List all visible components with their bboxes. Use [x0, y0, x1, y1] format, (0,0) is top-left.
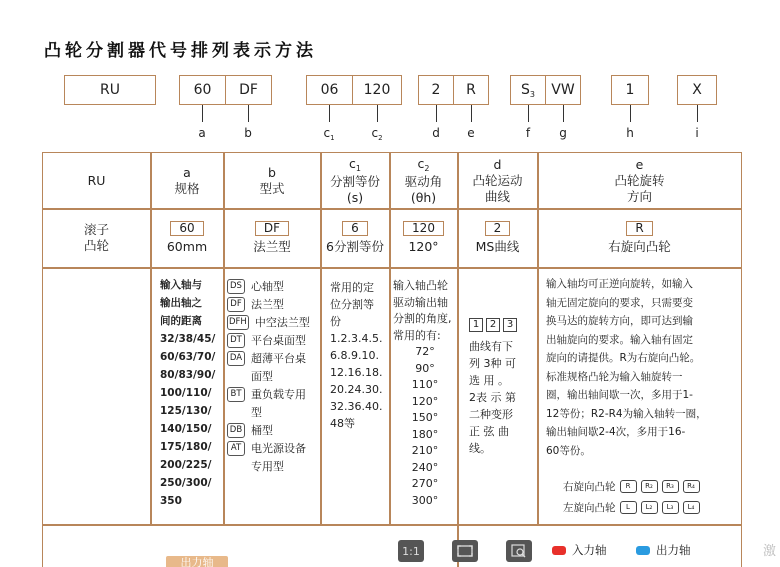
fit-screen-icon [457, 545, 473, 557]
division-line: 位分割等 [330, 298, 374, 311]
type-code-badge: DA [227, 351, 245, 366]
size-line: 140/150/ [160, 423, 212, 435]
type-item [227, 404, 319, 421]
rotation-line: 换马达的旋转方向，即可达到输 [546, 315, 693, 327]
tick-line [248, 105, 249, 122]
code-letter-a: a [198, 126, 206, 140]
type-item [227, 440, 319, 457]
tick-line [329, 105, 330, 122]
tick-line [697, 105, 698, 122]
example-cell-a [151, 209, 223, 267]
header-label: 凸轮旋转 [614, 172, 665, 188]
angle-value: 210° [411, 444, 439, 457]
output-shaft-tag: 出力轴 [166, 556, 228, 567]
letter-sub: 1 [355, 163, 361, 173]
letter-text: c [371, 126, 379, 140]
header-letter: b [268, 164, 276, 180]
legend-label: 出力轴 [656, 543, 691, 557]
type-code-badge: DB [227, 423, 245, 438]
header-cell-d [458, 153, 537, 208]
header-cell-ru [43, 153, 150, 208]
angle-intro-line: 驱动输出轴 [393, 295, 448, 309]
code-box-sub: 3 [529, 89, 535, 99]
rotation-line: 输出轴间歇2-4次，多用于16- [546, 426, 686, 438]
angle-value: 110° [411, 378, 439, 391]
size-line: 80/83/90/ [160, 369, 216, 381]
divisions-column [330, 279, 390, 432]
curves-column [469, 315, 535, 457]
tick-line [202, 105, 203, 122]
example-value-box: R [626, 221, 652, 236]
letter-sub: 2 [378, 134, 383, 142]
tick-line [471, 105, 472, 122]
size-line: 输入轴与 [160, 279, 202, 291]
rotation-column [546, 275, 741, 460]
type-name: 中空法兰型 [254, 316, 310, 329]
type-code-badge: DS [227, 279, 245, 294]
type-name: 桶型 [251, 424, 273, 437]
division-line: 常用的定 [330, 281, 374, 294]
division-line: 20.24.30. [330, 383, 383, 396]
type-name: 超薄平台桌 [251, 352, 306, 365]
division-line: 6.8.9.10. [330, 349, 379, 362]
table-divider [43, 267, 741, 269]
code-box-label: 120 [363, 82, 391, 98]
letter-sub: 2 [424, 163, 430, 173]
type-name: 心轴型 [251, 280, 284, 293]
header-cell-c2 [390, 153, 457, 208]
code-box-f [510, 75, 546, 105]
cam-code-badge: L₃ [662, 501, 679, 514]
example-value-text: 6分割等份 [326, 239, 384, 254]
rotation-line: 出轴旋向的要求。输入轴有固定 [546, 333, 693, 346]
header-label: 方向 [626, 188, 652, 204]
rotation-line: 60等份。 [546, 444, 591, 457]
header-label: 曲线 [484, 188, 510, 204]
header-label: 凸轮运动 [472, 172, 523, 188]
type-name: 重负载专用 [251, 388, 306, 401]
watermark: 激 [763, 544, 777, 559]
code-box-label: 60 [193, 82, 212, 98]
curve-line: 线。 [469, 442, 491, 455]
left-cam-label: 左旋向凸轮 [563, 502, 616, 514]
code-letter-f: f [525, 126, 531, 140]
example-value-text: 60mm [166, 239, 208, 254]
legend-input-shaft [552, 542, 607, 558]
header-cell-c1 [321, 153, 389, 208]
example-value-text: 120° [408, 239, 439, 254]
size-line: 100/110/ [160, 387, 212, 399]
rotation-line: 轴无固定旋向的要求，只需要变 [546, 296, 693, 309]
division-line: 12.16.18. [330, 366, 383, 379]
header-label: (s) [346, 189, 364, 205]
rotation-line: 12等份；R2-R4为输入轴转一圈， [546, 407, 707, 420]
code-box-label: R [466, 82, 476, 98]
search-image-button[interactable] [506, 540, 532, 562]
right-cam-label: 右旋向凸轮 [563, 481, 616, 493]
actual-size-button[interactable]: 1:1 [398, 540, 424, 562]
example-value-box: 6 [342, 221, 368, 236]
angle-value: 150° [411, 411, 439, 424]
size-line: 250/300/ [160, 477, 212, 489]
header-label: 驱动角 [404, 173, 443, 189]
angle-value: 300° [411, 493, 439, 507]
code-box-ru [64, 75, 156, 105]
division-line: 1.2.3.4.5. [330, 332, 383, 345]
header-label: 分割等份 [329, 173, 380, 189]
angle-value: 120° [411, 394, 439, 408]
example-cell-c2 [390, 209, 457, 267]
rotation-line: 输入轴均可正逆向旋转，如输入 [546, 278, 693, 290]
legend-label: 入力轴 [572, 543, 607, 557]
row-label-line: 凸轮 [83, 238, 109, 253]
division-line: 48等 [330, 417, 355, 430]
code-table [42, 152, 742, 567]
example-value-box: 120 [403, 221, 444, 236]
type-name: 型 [251, 406, 262, 419]
type-code-badge: DT [227, 333, 245, 348]
example-value-box: DF [255, 221, 289, 236]
table-divider [43, 524, 741, 526]
angle-value: 72° [415, 345, 435, 358]
example-cell-d [458, 209, 537, 267]
type-item [227, 296, 319, 313]
cam-code-badge: R₄ [683, 480, 700, 493]
code-box-label: VW [551, 82, 575, 98]
type-item [227, 278, 319, 295]
left-cam-row [563, 500, 700, 515]
letter-text: c [349, 155, 356, 171]
tick-line [377, 105, 378, 122]
example-row-label [43, 209, 150, 267]
angle-value: 270° [411, 477, 439, 490]
code-box-label: 2 [431, 82, 441, 98]
code-box-i [677, 75, 717, 105]
type-name: 平台桌面型 [251, 334, 306, 347]
type-name: 专用型 [251, 460, 284, 473]
angle-value: 240° [411, 460, 439, 474]
tick-line [436, 105, 437, 122]
code-box-label: DF [239, 82, 258, 98]
code-letter-b: b [244, 126, 252, 140]
type-item [227, 368, 319, 385]
curve-line: 二种变形 [469, 408, 513, 421]
header-label: 规格 [174, 180, 200, 196]
code-box-curve [418, 75, 454, 105]
size-line: 350 [160, 495, 182, 507]
curve-line: 曲线有下 [469, 340, 513, 353]
code-letter-i: i [695, 126, 699, 140]
input-shaft-swatch [552, 546, 566, 555]
code-letter-c1 [319, 126, 339, 140]
code-letter-e: e [467, 126, 475, 140]
type-item [227, 422, 319, 439]
code-letter-h: h [626, 126, 634, 140]
type-item [227, 458, 319, 475]
cam-code-badge: L₂ [641, 501, 658, 514]
code-box-label: X [692, 82, 702, 98]
cam-code-badge: L [620, 501, 637, 514]
curve-line: 列 3种 可 [469, 357, 516, 370]
curve-option-box: 3 [503, 318, 517, 332]
size-line: 32/38/45/ [160, 333, 216, 345]
letter-sub: 1 [330, 134, 335, 142]
angle-value: 180° [411, 427, 439, 441]
type-name: 电光源设备 [251, 442, 306, 455]
angle-intro-line: 分割的角度, [393, 312, 452, 325]
letter-text: c [417, 155, 425, 171]
cam-code-badge: R [620, 480, 637, 493]
code-letter-g: g [559, 126, 567, 140]
example-cell-b [224, 209, 320, 267]
header-cell-a [151, 153, 223, 208]
angle-value: 90° [415, 361, 435, 375]
sizes-column [160, 276, 222, 510]
header-text: RU [87, 172, 106, 188]
curve-line: 选 用 。 [469, 374, 509, 387]
header-letter: d [493, 156, 502, 172]
curve-option-box: 2 [486, 318, 500, 332]
right-cam-row [563, 479, 700, 494]
rotation-line: 圈，输出轴间歇一次，多用于1- [546, 389, 693, 401]
rotation-line: 标准规格凸轮为输入轴旋转一 [546, 370, 683, 383]
type-name: 面型 [251, 370, 273, 383]
division-line: 32.36.40. [330, 400, 383, 413]
tick-line [630, 105, 631, 122]
type-code-badge: BT [227, 387, 245, 402]
letter-text: c [323, 126, 331, 140]
code-box-label: 1 [625, 82, 635, 98]
example-cell-e [538, 209, 741, 267]
code-box-division [306, 75, 353, 105]
code-box-size [179, 75, 226, 105]
code-box-g [545, 75, 581, 105]
angle-intro-line: 输入轴凸轮 [393, 279, 448, 292]
code-box-rotation [453, 75, 489, 105]
example-value-text: 右旋向凸轮 [608, 239, 671, 254]
legend-output-shaft [636, 542, 691, 558]
size-line: 175/180/ [160, 441, 212, 453]
example-value-text: MS曲线 [475, 239, 520, 254]
angle-intro-line: 常用的有: [393, 328, 441, 342]
cam-code-badge: L₄ [683, 501, 700, 514]
type-code-badge: DF [227, 297, 245, 312]
cam-code-badge: R₃ [662, 480, 679, 493]
size-line: 125/130/ [160, 405, 212, 417]
curve-line: 正 弦 曲 [469, 425, 509, 438]
header-cell-e [538, 153, 741, 208]
code-box-label: RU [100, 82, 120, 98]
header-label: 型式 [259, 180, 285, 196]
angles-column [393, 278, 457, 509]
type-code-badge: DFH [227, 315, 249, 330]
size-line: 200/225/ [160, 459, 212, 471]
curve-options [469, 315, 535, 332]
size-line: 60/63/70/ [160, 351, 216, 363]
search-image-icon [511, 544, 527, 558]
types-column [227, 278, 319, 476]
tick-line [563, 105, 564, 122]
type-item [227, 332, 319, 349]
fit-screen-button[interactable] [452, 540, 478, 562]
code-box-h [611, 75, 649, 105]
type-item [227, 314, 319, 331]
type-name: 法兰型 [251, 298, 284, 311]
curve-line: 2表 示 第 [469, 391, 516, 404]
code-letter-d: d [432, 126, 440, 140]
header-letter [418, 156, 430, 174]
example-value-text: 法兰型 [253, 239, 291, 254]
code-box-type [225, 75, 272, 105]
header-letter: a [183, 164, 191, 180]
division-line: 份 [330, 315, 341, 328]
type-item [227, 386, 319, 403]
example-cell-c1 [321, 209, 389, 267]
size-line: 间的距离 [160, 315, 202, 327]
header-cell-b [224, 153, 320, 208]
header-label: (θh) [410, 189, 437, 205]
code-box-label: S [521, 82, 530, 98]
rotation-line: 旋向的请提供。R为右旋向凸轮。 [546, 352, 701, 364]
type-item [227, 350, 319, 367]
curve-option-box: 1 [469, 318, 483, 332]
header-letter: e [635, 156, 644, 172]
page-title: 凸轮分割器代号排列表示方法 [44, 41, 317, 61]
row-label-line: 滚子 [83, 222, 109, 237]
code-box-label: 06 [320, 82, 339, 98]
example-value-box: 2 [485, 221, 511, 236]
code-box-angle [352, 75, 402, 105]
tick-line [528, 105, 529, 122]
output-shaft-swatch [636, 546, 650, 555]
type-code-badge: AT [227, 441, 245, 456]
cam-code-badge: R₂ [641, 480, 658, 493]
header-letter [349, 156, 361, 174]
example-value-box: 60 [170, 221, 203, 236]
size-line: 输出轴之 [160, 297, 202, 309]
code-letter-c2 [367, 126, 387, 140]
